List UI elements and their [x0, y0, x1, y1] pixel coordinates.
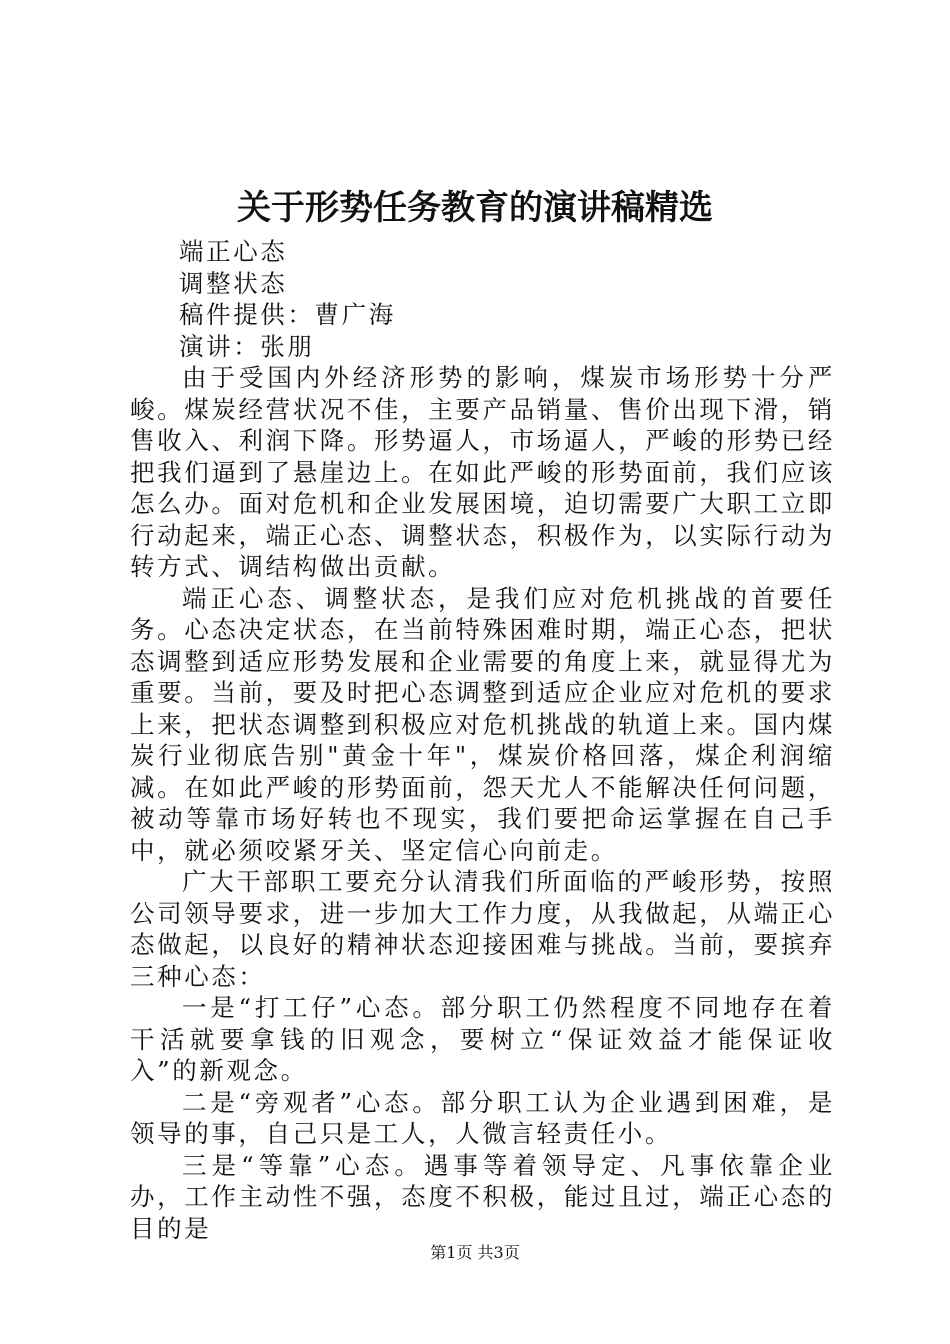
meta-line-topic-2: 调整状态 — [179, 268, 288, 298]
page-footer: 第1页 共3页 — [430, 1243, 520, 1262]
meta-line-topic-1: 端正心态 — [179, 237, 288, 266]
document-body — [130, 236, 835, 1244]
paragraph-3: 广大干部职工要充分认清我们所面临的严峻形势，按照公司领导要求，进一步加大工作力度，从我做起，从端正心态做起，以良好的精神状态迎接困难与挑战。当前，要摈弃三种心态： — [130, 867, 835, 991]
meta-line-speaker: 演讲：张朋 — [179, 331, 315, 361]
paragraph-4: 一是“打工仔”心态。部分职工仍然程度不同地存在着干活就要拿钱的旧观念，要树立“保证效益才能保证收入”的新观念。 — [130, 993, 835, 1085]
paragraph-1: 由于受国内外经济形势的影响，煤炭市场形势十分严峻。煤炭经营状况不佳，主要产品销量、售价出现下滑，销售收入、利润下降。形势逼人，市场逼人，严峻的形势已经把我们逼到了悬崖边上。在如此严峻的形势面前，我们应该怎么办。面对危机和企业发展困境，迫切需要广大职工立即行动起来，端正心态、调整状态，积极作为，以实际行动为转方式、调结构做出贡献。 — [130, 363, 835, 581]
paragraph-6: 三是“等靠”心态。遇事等着领导定、凡事依靠企业办，工作主动性不强，态度不积极，能过且过，端正心态的目的是 — [130, 1150, 835, 1243]
paragraph-5: 二是“旁观者”心态。部分职工认为企业遇到困难，是领导的事，自己只是工人，人微言轻责任小。 — [130, 1087, 835, 1148]
paragraph-2: 端正心态、调整状态，是我们应对危机挑战的首要任务。心态决定状态，在当前特殊困难时期，端正心态，把状态调整到适应形势发展和企业需要的角度上来，就显得尤为重要。当前，要及时把心态调整到适应企业应对危机的要求上来，把状态调整到积极应对危机挑战的轨道上来。国内煤炭行业彻底告别"黄金十年"，煤炭价格回落，煤企利润缩减。在如此严峻的形势面前，怨天尤人不能解决任何问题，被动等靠市场好转也不现实，我们要把命运掌握在自己手中，就必须咬紧牙关、坚定信心向前走。 — [130, 583, 835, 865]
meta-line-contributor: 稿件提供：曹广海 — [179, 300, 396, 329]
document-title: 关于形势任务教育的演讲稿精选 — [237, 188, 713, 228]
